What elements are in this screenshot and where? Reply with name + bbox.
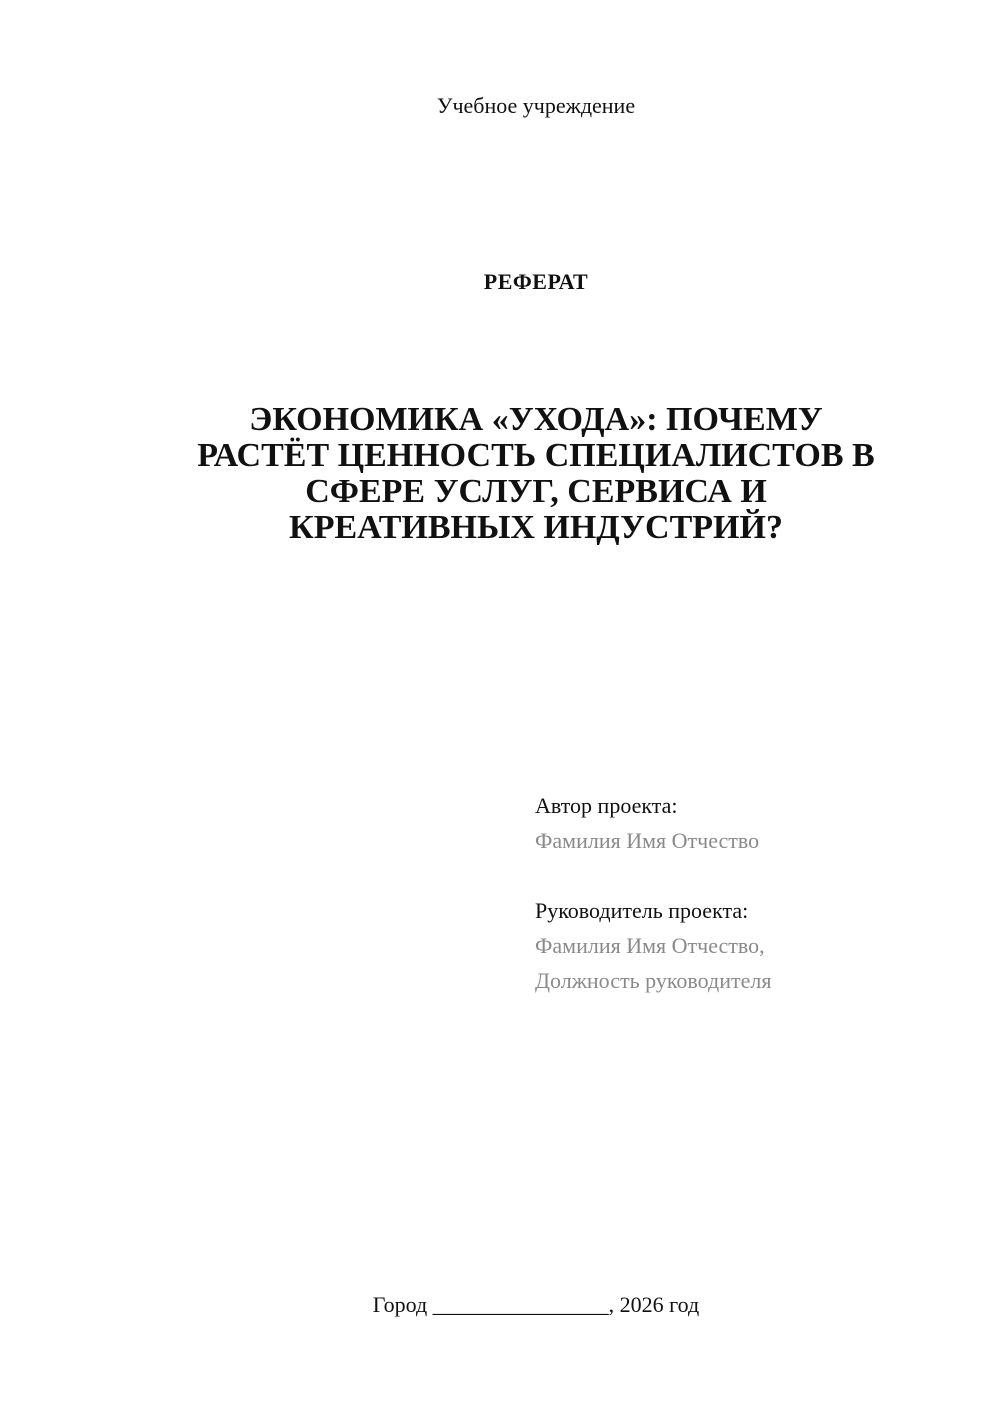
report-title-line: СФЕРЕ УСЛУГ, СЕРВИСА И xyxy=(305,473,767,510)
credits-spacer xyxy=(535,858,955,893)
supervisor-position: Должность руководителя xyxy=(535,968,772,993)
author-label: Автор проекта: xyxy=(535,793,678,818)
document-type: РЕФЕРАТ xyxy=(483,269,589,294)
report-title-line: ЭКОНОМИКА «УХОДА»: ПОЧЕМУ xyxy=(249,401,823,438)
report-title-line: РАСТЁТ ЦЕННОСТЬ СПЕЦИАЛИСТОВ В xyxy=(197,437,875,474)
supervisor-name: Фамилия Имя Отчество, xyxy=(535,933,765,958)
supervisor-label: Руководитель проекта: xyxy=(535,898,749,923)
credits-block xyxy=(535,788,955,998)
report-title xyxy=(120,402,952,546)
author-name: Фамилия Имя Отчество xyxy=(535,828,760,853)
institution-name: Учебное учреждение xyxy=(436,93,636,118)
report-title-line: КРЕАТИВНЫХ ИНДУСТРИЙ? xyxy=(289,509,783,546)
city-year-line: Город ________________, 2026 год xyxy=(372,1292,700,1317)
